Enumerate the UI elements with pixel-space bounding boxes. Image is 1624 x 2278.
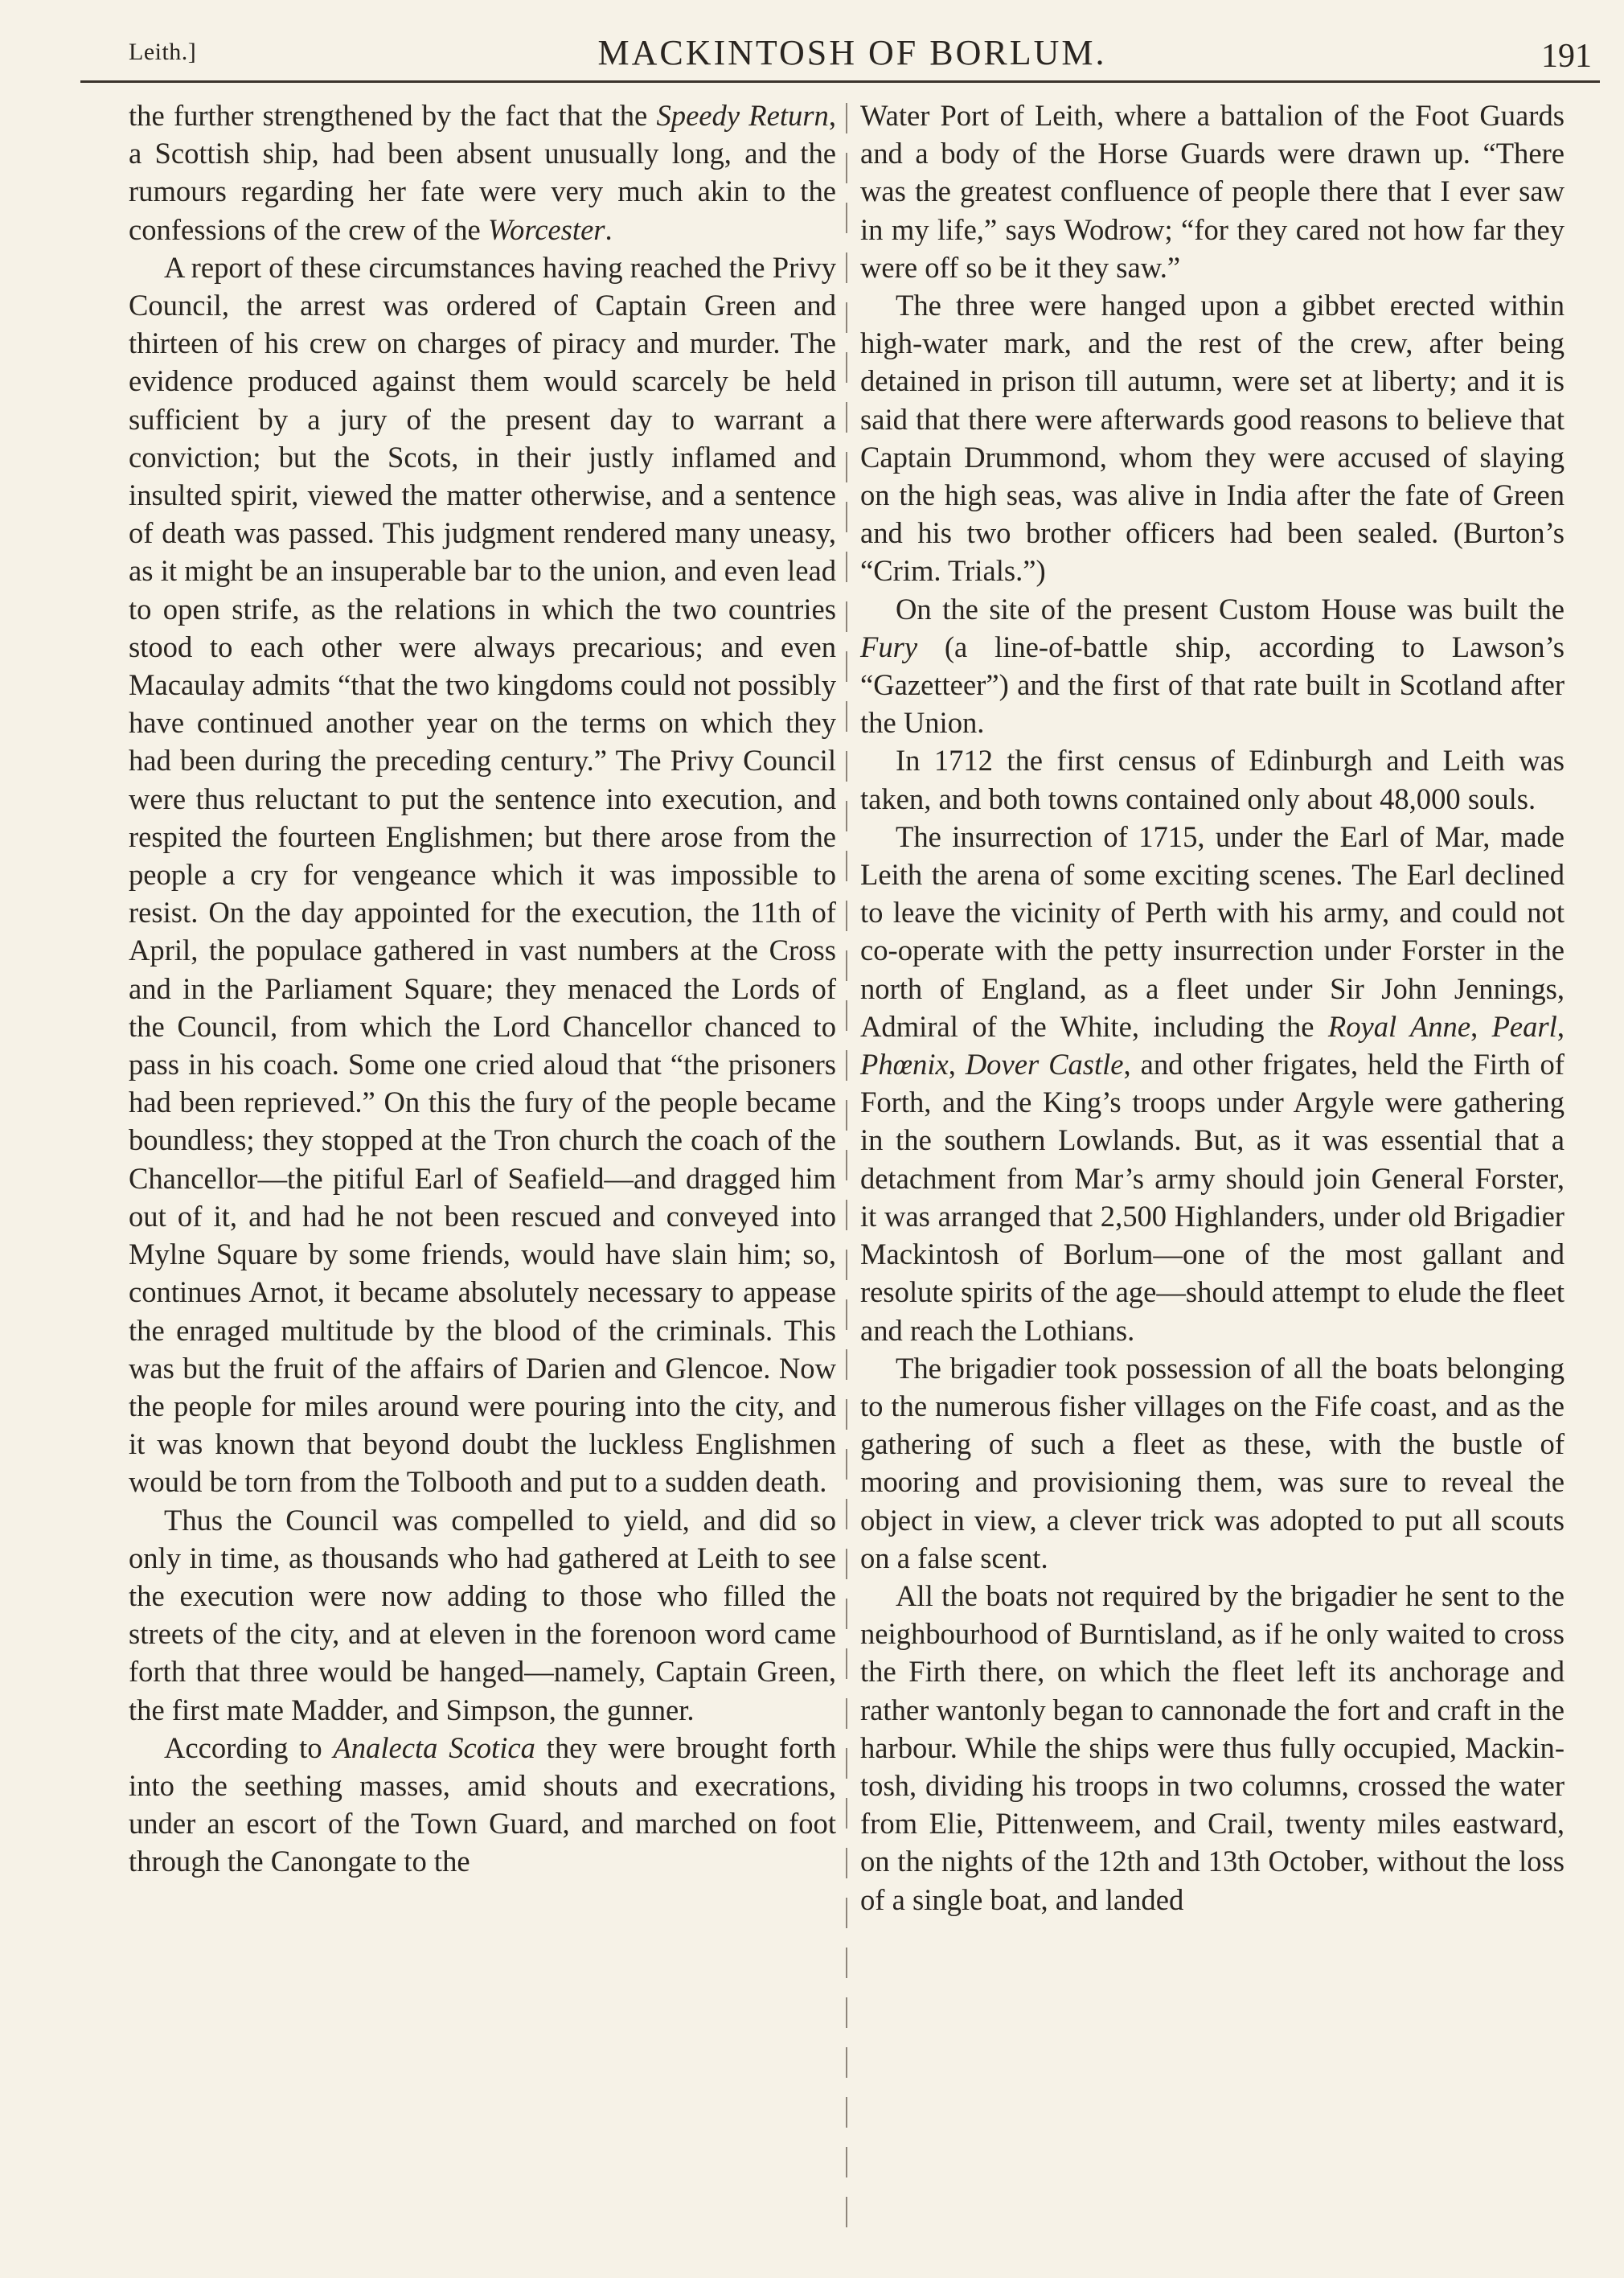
ship-name: Royal Anne <box>1327 1009 1471 1043</box>
paragraph: According to Analecta Scotica they were brought forth into the seething masses, amid shouts and execrations, under an escort of the Town Guard, and marched on foot through the Canongate to the <box>129 1730 836 1878</box>
page-header <box>129 29 1592 79</box>
ship-name: Worcester <box>487 212 605 246</box>
paragraph: All the boats not required by the brigadier he sent to the neighbourhood of Burntisland, as if he only waited to cross the Firth there, on which the fleet left its anchorage and rather wantonly began to cannonade the fort and craft in the harbour. While the ships were thus fully occupied, Mackintosh, dividing his troops in two columns, crossed the water from Elie, Pittenweem, and Crail, twenty miles eastward, on the nights of the 12th and 13th October, without the loss of a single boat, and landed <box>860 1578 1565 1916</box>
running-title: MACKINTOSH OF BORLUM. <box>597 33 1107 72</box>
paragraph: Thus the Council was compelled to yield, and did so only in time, as thousands who had gathered at Leith to see the execution were now adding to those who filled the streets of the city, and at eleven in the forenoon word came forth that three would be hanged—namely, Captain Green, the first mate Madder, and Simpson, the gunner. <box>129 1503 836 1726</box>
paragraph: Water Port of Leith, where a battalion of the Foot Guards and a body of the Horse Guards were drawn up. “There was the greatest confluence of people there that I ever saw in my life,” says Wodrow; “for they cared not how far they were off so be it they saw.” <box>860 99 1565 284</box>
header-rule <box>80 80 1600 83</box>
paragraph: A report of these circumstances having reached the Privy Council, the arrest was ordered of Captain Green and thirteen of his crew on charges of piracy and murder. The evidence produced against them would scarcely be held sufficient by a jury of the present day to warrant a conviction; but the Scots, in their justly inflamed and insulted spirit, viewed the matter otherwise, and a sentence of death was passed. This judgment rendered many uneasy, as it might be an insuperable bar to the union, and even lead to open strife, as the relations in which the two countries stood to each other were always precarious; and even Macaulay admits “that the two kingdoms could not possibly have continued another year on the terms on which they had been during the preceding century.” The Privy Council were thus reluctant to put the sentence into execution, and respited the fourteen Englishmen; but there arose from the people a cry for vengeance which it was impossible to resist. On the day appointed for the execution, the 11th of April, the populace gathered in vast numbers at the Cross and in the Parliament Square; they menaced the Lords of the Council, from which the Lord Chancellor chanced to pass in his coach. Some one cried aloud that “the prisoners had been reprieved.” On this the fury of the people became boundless; they stopped at the Tron church the coach of the Chancellor—the pitiful Earl of Seafield—and dragged him out of it, and had he not been rescued and conveyed into Mylne Square by some friends, would have slain him; so, continues Arnot, it became absolutely necessary to appease the enraged multitude by the blood of the criminals. This was but the fruit of the affairs of Darien and Glencoe. Now the people for miles around were pouring into the city, and it was known that beyond doubt the luckless Englishmen would be torn from the Tolbooth and put to a sudden death. <box>129 250 836 1499</box>
running-head-section: Leith.] <box>129 39 197 65</box>
column-divider <box>846 103 847 2242</box>
left-column <box>129 96 836 1881</box>
paragraph: The insurrection of 1715, under the Earl of Mar, made Leith the arena of some exciting scenes. The Earl declined to leave the vicinity of Perth with his army, and could not co-operate with the petty insurrection under Forster in the north of England, as a fleet under Sir John Jennings, Admiral of the White, including the Royal Anne, Pearl, Phœnix, Dover Castle, and other frigates, held the Firth of Forth, and the King’s troops under Argyle were gathering in the southern Lowlands. But, as it was essential that a detachment from Mar’s army should join General Forster, it was arranged that 2,500 Highlanders, under old Brigadier Mackintosh of Borlum—one of the most gallant and resolute spirits of the age—should attempt to elude the fleet and reach the Lothians. <box>860 819 1565 1347</box>
ship-name: Dover Castle <box>965 1048 1124 1082</box>
page-number: 191 <box>1541 38 1592 75</box>
ship-name: Phœnix <box>860 1048 949 1082</box>
paragraph: On the site of the present Custom House was built the Fury (a line-of-battle ship, according to Lawson’s “Gazetteer”) and the first of that rate built in Scotland after the Union. <box>860 592 1565 740</box>
paragraph: The brigadier took possession of all the boats belonging to the numerous fisher villages on the Fife coast, and as the gathering of such a fleet as these, with the bustle of mooring and provisioning them, was sure to reveal the object in view, a clever trick was adopted to put all scouts on a false scent. <box>860 1351 1565 1574</box>
right-column <box>860 96 1565 1919</box>
ship-name: Speedy Return <box>656 99 829 132</box>
paragraph: In 1712 the first census of Edinburgh and Leith was taken, and both towns contained only about 48,000 souls. <box>860 744 1565 815</box>
paragraph: The three were hanged upon a gibbet erected within high-water mark, and the rest of the crew, after being detained in prison till autumn, were set at liberty; and it is said that there were afterwards good reasons to believe that Captain Drummond, whom they were accused of slaying on the high seas, was alive in India after the fate of Green and his two brother officers had been sealed. (Burton’s “Crim. Trials.”) <box>860 289 1565 588</box>
ship-name: Fury <box>860 630 918 663</box>
source-title: Analecta Scotica <box>333 1730 535 1764</box>
ship-name: Pearl <box>1491 1009 1557 1043</box>
paragraph: the further strengthened by the fact that the Speedy Return, a Scottish ship, had been absent unusually long, and the rumours regarding her fate were very much akin to the confessions of the crew of the Worcester. <box>129 99 836 246</box>
